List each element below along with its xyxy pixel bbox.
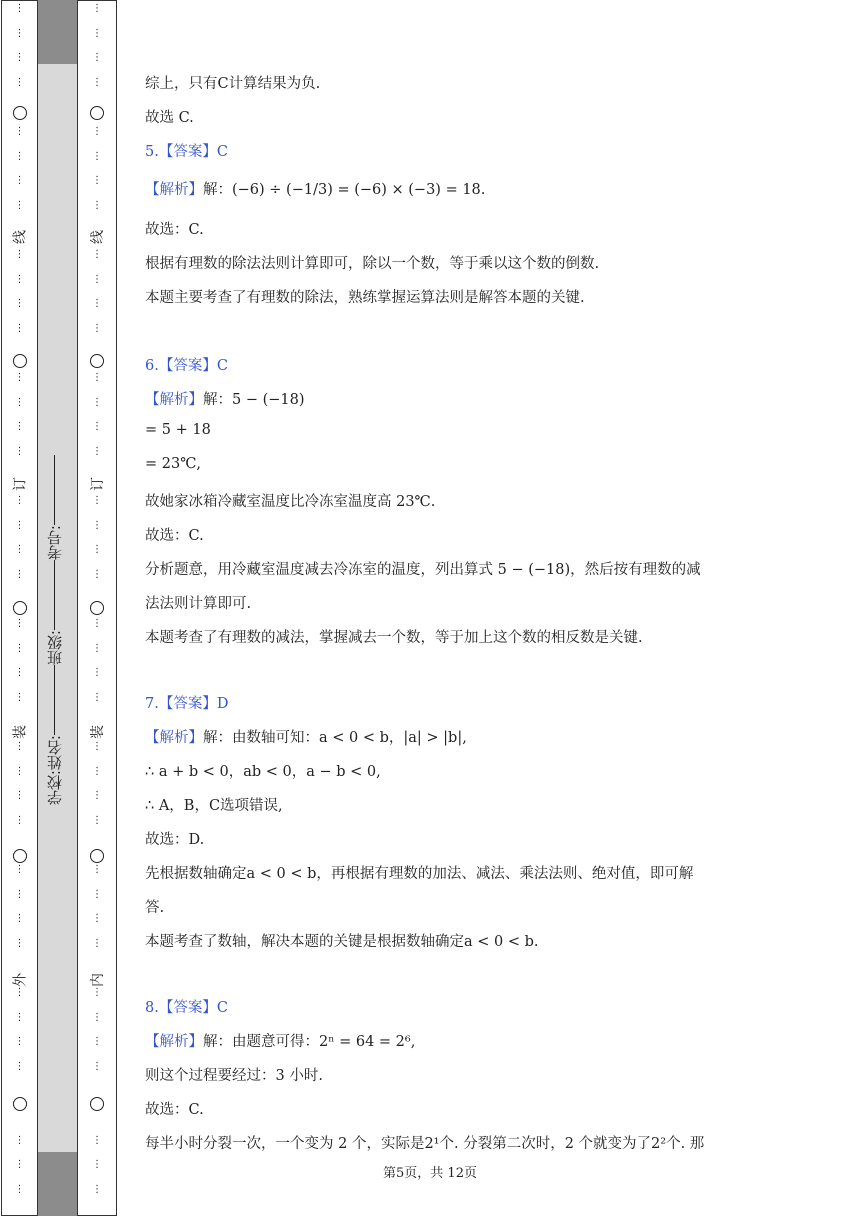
text-line: 法法则计算即可.	[145, 596, 252, 612]
inner-dots: ⋮	[92, 1159, 102, 1171]
binding-margin	[0, 0, 118, 1216]
text-line: 故选：C.	[145, 528, 204, 544]
inner-dots: ⋮	[92, 150, 102, 162]
name-field[interactable]: 姓名:	[44, 665, 65, 770]
inner-mark: 装	[90, 725, 106, 739]
text-line: 故选 C.	[145, 110, 194, 126]
inner-dots: ⋮	[92, 814, 102, 826]
inner-dots: ⋮	[92, 396, 102, 408]
inner-dots: ⋮	[92, 642, 102, 654]
outer-dots: ⋮	[14, 249, 25, 260]
outer-dots: ⋮	[14, 126, 25, 137]
inner-circle-icon	[90, 354, 104, 368]
inner-dots: ⋮	[92, 273, 102, 285]
inner-dots: ⋮	[92, 1060, 102, 1072]
outer-dots: ⋮	[14, 888, 25, 900]
outer-dots: ⋮	[14, 199, 25, 211]
inner-dots: ⋮	[92, 322, 102, 334]
inner-dots: ⋮	[92, 126, 102, 137]
inner-dots: ⋮	[92, 519, 102, 531]
text-line: 故她家冰箱冷藏室温度比冷冻室温度高 23℃.	[145, 494, 436, 510]
inner-dots: ⋮	[92, 1036, 102, 1048]
outer-dots: ⋮	[14, 322, 25, 334]
inner-dots: ⋮	[92, 1183, 102, 1195]
inner-mark: 订	[90, 477, 106, 491]
text-line: ∴ a + b < 0，ab < 0，a − b < 0,	[145, 764, 381, 780]
inner-dots: ⋮	[92, 421, 102, 433]
inner-dots: ⋮	[92, 765, 102, 777]
outer-dots: ⋮	[14, 1036, 25, 1048]
outer-dots: ⋮	[14, 913, 25, 925]
inner-dots: ⋮	[92, 790, 102, 802]
inner-dots: ⋮	[92, 199, 102, 211]
outer-dots: ⋮	[14, 937, 25, 949]
outer-dots: ⋮	[14, 987, 25, 998]
outer-dots: ⋮	[14, 298, 25, 310]
outer-mark: 外	[12, 973, 29, 987]
analysis-line: 【解析】解：由数轴可知：a < 0 < b，|a| > |b|,	[145, 730, 467, 746]
inner-dots: ⋮	[92, 445, 102, 457]
inner-dots: ⋮	[92, 1134, 102, 1146]
outer-mark: 线	[12, 230, 29, 244]
text-line: 则这个过程要经过：3 小时.	[145, 1068, 323, 1084]
inner-dots: ⋮	[92, 864, 102, 875]
analysis-line: 【解析】解：5 − (−18)	[145, 392, 305, 408]
outer-circle-icon	[13, 601, 27, 615]
text-line: = 5 + 18	[145, 422, 211, 438]
outer-dots: ⋮	[14, 544, 25, 556]
outer-dots: ⋮	[14, 618, 25, 629]
inner-seal-strip	[77, 0, 117, 1216]
inner-dots: ⋮	[92, 52, 102, 64]
outer-dots: ⋮	[14, 76, 25, 88]
inner-dots: ⋮	[92, 27, 102, 39]
inner-dots: ⋮	[92, 249, 102, 260]
answer-heading-6: 6.【答案】C	[145, 358, 228, 374]
inner-dots: ⋮	[92, 691, 102, 703]
answer-heading-8: 8.【答案】C	[145, 1000, 228, 1016]
outer-dots: ⋮	[14, 421, 25, 433]
school-field[interactable]: 学校:	[46, 770, 64, 806]
outer-dots: ⋮	[14, 1159, 25, 1171]
outer-dots: ⋮	[14, 568, 25, 580]
answer-heading-7: 7.【答案】D	[145, 696, 229, 712]
outer-dots: ⋮	[14, 445, 25, 457]
inner-dots: ⋮	[92, 298, 102, 310]
text-line: 先根据数轴确定a < 0 < b，再根据有理数的加法、减法、乘法法则、绝对值，即可解	[145, 866, 694, 882]
inner-dots: ⋮	[92, 618, 102, 629]
outer-dots: ⋮	[14, 790, 25, 802]
answer-heading-5: 5.【答案】C	[145, 144, 228, 160]
inner-dots: ⋮	[92, 544, 102, 556]
inner-mark: 线	[90, 230, 106, 244]
inner-dots: ⋮	[92, 372, 102, 383]
inner-dots: ⋮	[92, 741, 102, 752]
text-line: 每半小时分裂一次，一个变为 2 个，实际是2¹个. 分裂第二次时，2 个就变为了2²个. 那	[145, 1136, 705, 1152]
outer-mark: 订	[12, 477, 29, 491]
analysis-tag: 【解析】	[145, 1034, 203, 1050]
outer-dots: ⋮	[14, 1060, 25, 1072]
exam-no-field[interactable]: 考号:	[44, 455, 65, 560]
outer-dots: ⋮	[14, 864, 25, 875]
outer-dots: ⋮	[14, 642, 25, 654]
text-line: 答.	[145, 900, 165, 916]
analysis-line: 【解析】解：由题意可得：2ⁿ = 64 = 2⁶,	[145, 1034, 416, 1050]
outer-dots: ⋮	[14, 3, 25, 14]
outer-dots: ⋮	[14, 175, 25, 187]
outer-dots: ⋮	[14, 691, 25, 703]
inner-dots: ⋮	[92, 495, 102, 506]
inner-dots: ⋮	[92, 888, 102, 900]
inner-dots: ⋮	[92, 568, 102, 580]
outer-circle-icon	[13, 354, 27, 368]
inner-circle-icon	[90, 849, 104, 863]
outer-circle-icon	[13, 106, 27, 120]
outer-dots: ⋮	[14, 1011, 25, 1023]
inner-dots: ⋮	[92, 1011, 102, 1023]
outer-circle-icon	[13, 1097, 27, 1111]
outer-circle-icon	[13, 849, 27, 863]
text-line: ∴ A，B，C选项错误,	[145, 798, 283, 814]
outer-dots: ⋮	[14, 52, 25, 64]
outer-dots: ⋮	[14, 667, 25, 679]
student-info-fields	[38, 0, 77, 1216]
text-line: 综上，只有C计算结果为负.	[145, 76, 321, 92]
inner-dots: ⋮	[92, 175, 102, 187]
outer-dots: ⋮	[14, 150, 25, 162]
text-line: 分析题意，用冷藏室温度减去冷冻室的温度，列出算式 5 − (−18)，然后按有理数的减	[145, 562, 701, 578]
outer-dots: ⋮	[14, 741, 25, 752]
analysis-line: 【解析】解：(−6) ÷ (−1/3) = (−6) × (−3) = 18.	[145, 182, 486, 198]
inner-dots: ⋮	[92, 667, 102, 679]
analysis-tag: 【解析】	[145, 182, 203, 198]
outer-seal-strip	[1, 0, 38, 1216]
class-field[interactable]: 班级:	[44, 560, 65, 665]
outer-dots: ⋮	[14, 814, 25, 826]
text-line: 本题考查了数轴，解决本题的关键是根据数轴确定a < 0 < b.	[145, 934, 539, 950]
inner-circle-icon	[90, 106, 104, 120]
text-line: 本题考查了有理数的减法，掌握减去一个数，等于加上这个数的相反数是关键.	[145, 630, 643, 646]
inner-circle-icon	[90, 601, 104, 615]
inner-dots: ⋮	[92, 76, 102, 88]
inner-dots: ⋮	[92, 913, 102, 925]
analysis-tag: 【解析】	[145, 730, 203, 746]
analysis-tag: 【解析】	[145, 392, 203, 408]
outer-dots: ⋮	[14, 1183, 25, 1195]
outer-dots: ⋮	[14, 519, 25, 531]
inner-dots: ⋮	[92, 3, 102, 14]
outer-mark: 装	[12, 725, 29, 739]
outer-dots: ⋮	[14, 765, 25, 777]
text-line: = 23℃,	[145, 456, 202, 472]
inner-dots: ⋮	[92, 987, 102, 998]
text-line: 故选：C.	[145, 1102, 204, 1118]
outer-dots: ⋮	[14, 372, 25, 383]
text-line: 故选：C.	[145, 222, 204, 238]
outer-dots: ⋮	[14, 273, 25, 285]
page-footer: 第5页，共 12页	[383, 1166, 477, 1181]
text-line: 故选：D.	[145, 832, 205, 848]
outer-dots: ⋮	[14, 1134, 25, 1146]
outer-dots: ⋮	[14, 27, 25, 39]
text-line: 本题主要考查了有理数的除法，熟练掌握运算法则是解答本题的关键.	[145, 290, 585, 306]
inner-circle-icon	[90, 1097, 104, 1111]
text-line: 根据有理数的除法法则计算即可，除以一个数，等于乘以这个数的倒数.	[145, 256, 600, 272]
outer-dots: ⋮	[14, 495, 25, 506]
inner-mark: 内	[90, 973, 106, 987]
inner-dots: ⋮	[92, 937, 102, 949]
outer-dots: ⋮	[14, 396, 25, 408]
